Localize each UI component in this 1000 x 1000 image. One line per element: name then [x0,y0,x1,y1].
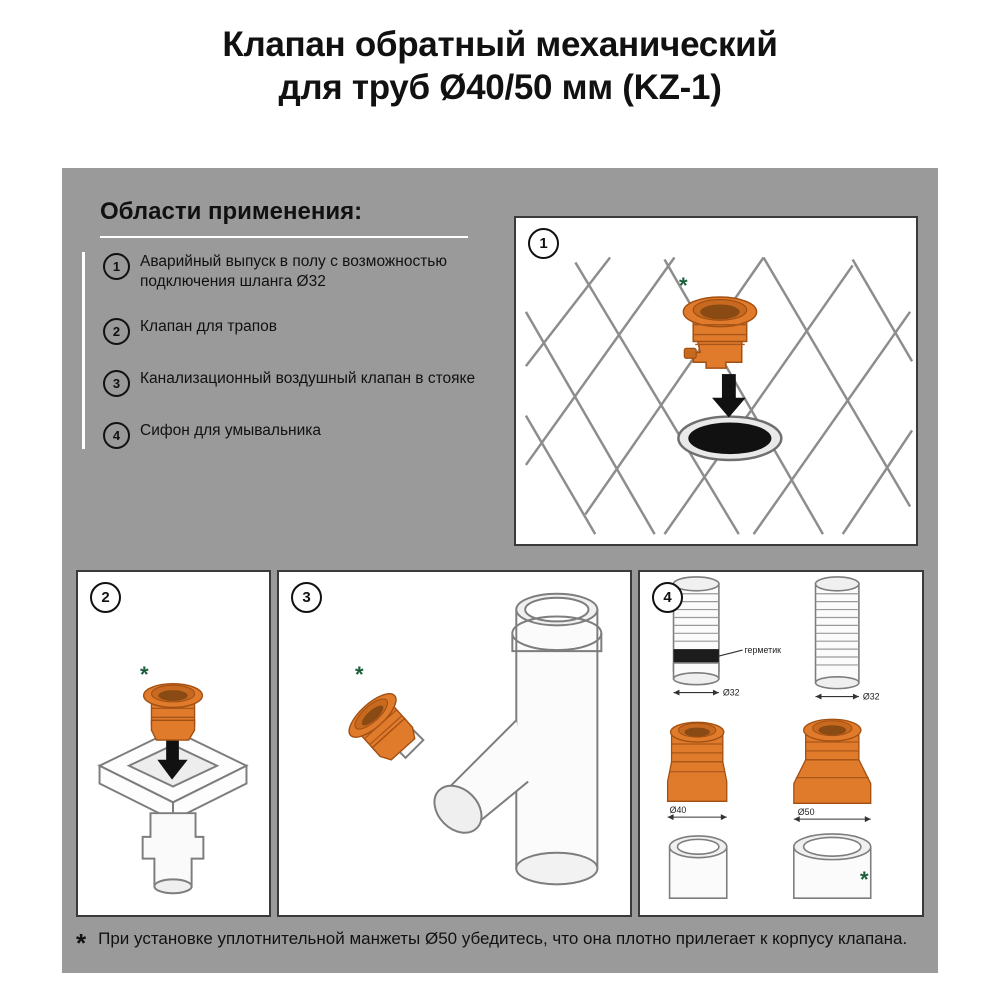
footnote-asterisk: * [76,928,87,958]
list-item-number: 4 [103,422,130,449]
list-item-label: Аварийный выпуск в полу с возможностью подключения шланга Ø32 [140,253,447,291]
footnote-text: При установке уплотнительной манжеты Ø50 убедитесь, что она плотно прилегает к корпусу клапана. [98,929,908,948]
list-item-number: 1 [103,253,130,280]
list-item-label: Клапан для трапов [140,317,277,335]
figure-trap-valve-installation [76,570,271,917]
figure-2-illustration [78,572,269,915]
figure-badge: 2 [90,582,121,613]
label-d40: Ø40 [669,805,687,816]
page-title-line-2: для труб Ø40/50 мм (KZ-1) [278,67,722,107]
marker-asterisk: * [140,662,149,687]
figure-badge: 3 [291,582,322,613]
list-item [103,369,502,397]
list-item-number: 3 [103,370,130,397]
label-sealant: герметик [744,645,782,656]
figure-badge: 1 [528,228,559,259]
footnote [76,928,922,956]
marker-asterisk: * [679,273,688,298]
applications-list [82,252,502,449]
figure-1-illustration [516,218,916,544]
figure-riser-air-valve-installation [277,570,632,917]
figure-3-illustration [279,572,630,915]
page-title-line-1: Клапан обратный механический [222,25,778,64]
list-item [103,252,502,293]
list-item-label: Сифон для умывальника [140,421,322,439]
applications-heading: Области применения: [100,198,363,225]
list-item [103,421,502,449]
figure-badge: 4 [652,582,683,613]
figure-floor-drain-tile-installation [514,216,918,546]
list-item [103,317,502,345]
marker-asterisk: * [860,867,869,892]
label-d32-left: Ø32 [722,687,740,698]
marker-asterisk: * [355,662,364,687]
figure-4-illustration [640,572,922,915]
label-d32-right: Ø32 [862,691,880,702]
list-item-label: Канализационный воздушный клапан в стояке [140,369,476,387]
label-d50: Ø50 [797,807,815,818]
figure-sink-siphon-assembly [638,570,924,917]
heading-divider [100,236,468,238]
page-title [0,0,1000,109]
content-panel [62,168,938,973]
applications-block [82,198,502,455]
list-item-number: 2 [103,318,130,345]
